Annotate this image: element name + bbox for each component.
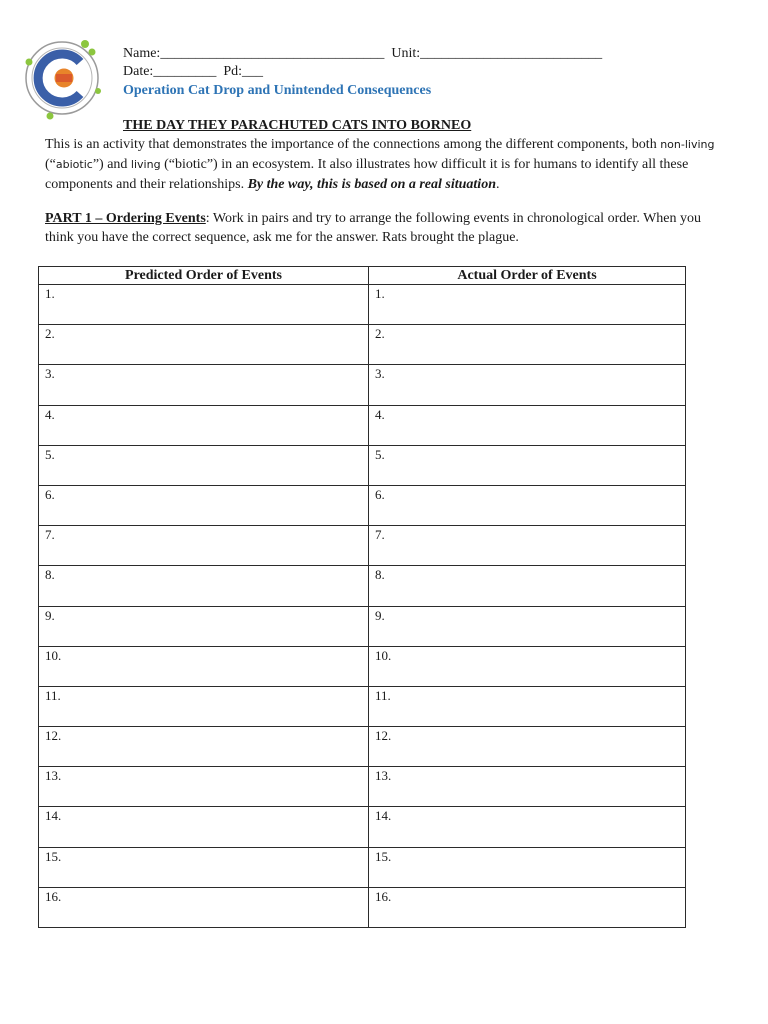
- page-title: THE DAY THEY PARACHUTED CATS INTO BORNEO: [123, 118, 472, 133]
- period-blank[interactable]: ___: [242, 64, 264, 79]
- intro-emphasis: By the way, this is based on a real situation: [247, 177, 496, 192]
- living-term: living: [130, 158, 161, 171]
- predicted-event-cell[interactable]: 2.: [39, 325, 369, 365]
- table-row: [39, 686, 686, 726]
- name-label: Name:: [123, 46, 161, 61]
- actual-event-cell[interactable]: 14.: [369, 807, 686, 847]
- intro-text-1: This is an activity that demonstrates the importance of the connections among the different components, both: [45, 137, 661, 152]
- table-row: [39, 646, 686, 686]
- actual-event-cell[interactable]: 2.: [369, 325, 686, 365]
- table-row: [39, 566, 686, 606]
- actual-event-cell[interactable]: 8.: [369, 566, 686, 606]
- table-row: [39, 767, 686, 807]
- actual-event-cell[interactable]: 16.: [369, 887, 686, 927]
- predicted-event-cell[interactable]: 5.: [39, 445, 369, 485]
- actual-event-cell[interactable]: 9.: [369, 606, 686, 646]
- date-label: Date:: [123, 64, 154, 79]
- unit-label: Unit:: [391, 46, 421, 61]
- predicted-event-cell[interactable]: 9.: [39, 606, 369, 646]
- logo-icon: [20, 36, 104, 120]
- predicted-event-cell[interactable]: 6.: [39, 485, 369, 525]
- actual-event-cell[interactable]: 13.: [369, 767, 686, 807]
- predicted-event-cell[interactable]: 16.: [39, 887, 369, 927]
- predicted-event-cell[interactable]: 15.: [39, 847, 369, 887]
- table-row: [39, 405, 686, 445]
- table-row: [39, 285, 686, 325]
- name-unit-line: [123, 46, 602, 62]
- actual-event-cell[interactable]: 6.: [369, 485, 686, 525]
- events-table: [38, 266, 686, 928]
- column-header-predicted: Predicted Order of Events: [39, 267, 369, 285]
- table-row: [39, 445, 686, 485]
- intro-text-3: ”) and: [92, 157, 131, 172]
- table-row: [39, 727, 686, 767]
- actual-event-cell[interactable]: 11.: [369, 686, 686, 726]
- table-row: [39, 606, 686, 646]
- actual-event-cell[interactable]: 15.: [369, 847, 686, 887]
- actual-event-cell[interactable]: 3.: [369, 365, 686, 405]
- predicted-event-cell[interactable]: 10.: [39, 646, 369, 686]
- abiotic-term: abiotic: [55, 158, 93, 171]
- part1-heading: PART 1 – Ordering Events: [45, 211, 206, 226]
- column-header-actual: Actual Order of Events: [369, 267, 686, 285]
- predicted-event-cell[interactable]: 11.: [39, 686, 369, 726]
- predicted-event-cell[interactable]: 13.: [39, 767, 369, 807]
- name-blank[interactable]: ________________________________: [160, 46, 385, 61]
- part1-text: : Work in pairs and try to arrange the following events in chronological order. When you think you have the correct sequence, ask me for the answer. Rats brought the plague.: [45, 211, 702, 245]
- document-subtitle: Operation Cat Drop and Unintended Consequences: [123, 83, 432, 98]
- table-row: [39, 887, 686, 927]
- actual-event-cell[interactable]: 7.: [369, 526, 686, 566]
- predicted-event-cell[interactable]: 8.: [39, 566, 369, 606]
- actual-event-cell[interactable]: 12.: [369, 727, 686, 767]
- table-row: [39, 485, 686, 525]
- table-row: [39, 807, 686, 847]
- nonliving-term: non-living: [660, 138, 715, 151]
- actual-event-cell[interactable]: 5.: [369, 445, 686, 485]
- actual-event-cell[interactable]: 10.: [369, 646, 686, 686]
- period-label: Pd:: [223, 64, 243, 79]
- table-row: [39, 847, 686, 887]
- intro-end: .: [495, 177, 500, 192]
- intro-text-4: (“biotic”) in an ecosystem. It also illustrates how difficult it is for humans to identify all these components and their relationships.: [45, 157, 689, 192]
- part1-instructions: [45, 209, 705, 247]
- intro-paragraph: [45, 135, 725, 195]
- date-period-line: [123, 64, 263, 80]
- predicted-event-cell[interactable]: 1.: [39, 285, 369, 325]
- events-table-body: [39, 285, 686, 928]
- predicted-event-cell[interactable]: 4.: [39, 405, 369, 445]
- predicted-event-cell[interactable]: 3.: [39, 365, 369, 405]
- table-row: [39, 526, 686, 566]
- actual-event-cell[interactable]: 1.: [369, 285, 686, 325]
- date-blank[interactable]: _________: [153, 64, 217, 79]
- table-header-row: [39, 267, 686, 285]
- actual-event-cell[interactable]: 4.: [369, 405, 686, 445]
- unit-blank[interactable]: __________________________: [420, 46, 603, 61]
- predicted-event-cell[interactable]: 12.: [39, 727, 369, 767]
- table-row: [39, 365, 686, 405]
- predicted-event-cell[interactable]: 14.: [39, 807, 369, 847]
- predicted-event-cell[interactable]: 7.: [39, 526, 369, 566]
- intro-text-2: (“: [45, 157, 56, 172]
- table-row: [39, 325, 686, 365]
